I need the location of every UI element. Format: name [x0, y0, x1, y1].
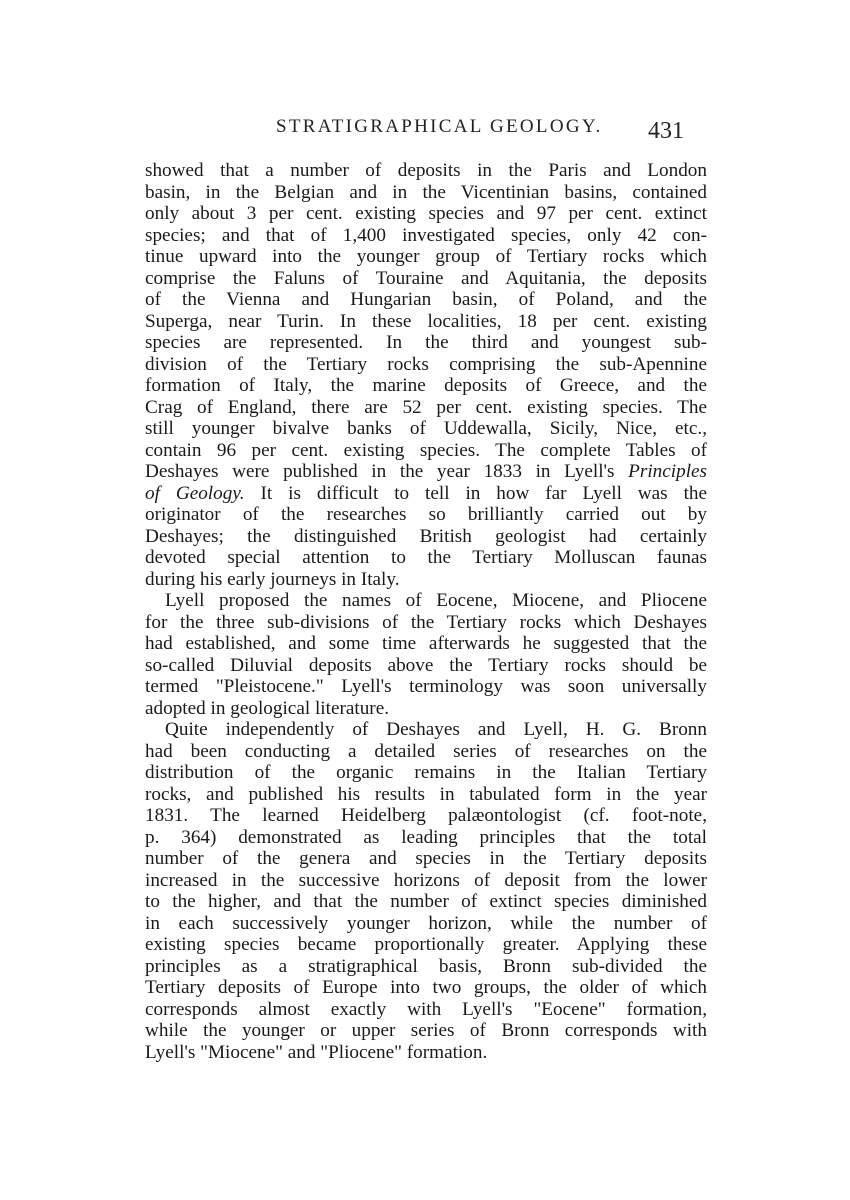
text-line: devoted special attention to the Tertiary Molluscan faunas [145, 547, 707, 568]
text-line: tinue upward into the younger group of Tertiary rocks which [145, 246, 707, 267]
text-line: p. 364) demonstrated as leading principles that the total [145, 826, 707, 848]
text-line: species; and that of 1,400 investigated species, only 42 con- [145, 224, 707, 246]
text-line: had been conducting a detailed series of researches on the [145, 740, 707, 762]
text-line [145, 461, 707, 483]
text-line: increased in the successive horizons of deposit from the lower [145, 869, 707, 891]
text-line: Lyell proposed the names of Eocene, Miocene, and Pliocene [165, 590, 707, 611]
text-line: Superga, near Turin. In these localities, 18 per cent. existing [145, 310, 707, 332]
text-line: of the Vienna and Hungarian basin, of Poland, and the [145, 289, 707, 310]
text-line: had established, and some time afterwards he suggested that the [145, 633, 707, 654]
text-line: corresponds almost exactly with Lyell's "Eocene" formation, [145, 998, 707, 1020]
text-line: termed "Pleistocene." Lyell's terminology was soon universally [145, 676, 707, 697]
text-line: principles as a stratigraphical basis, Bronn sub-divided the [145, 955, 707, 977]
text-line: species are represented. In the third and youngest sub- [145, 332, 707, 353]
text-line [145, 483, 707, 505]
text-line: number of the genera and species in the Tertiary deposits [145, 848, 707, 869]
text-line: division of the Tertiary rocks comprising the sub-Apennine [145, 353, 707, 375]
page-number: 431 [648, 118, 684, 144]
text-line: basin, in the Belgian and in the Vicentinian basins, contained [145, 181, 707, 203]
text-line: in each successively younger horizon, while the number of [145, 912, 707, 934]
text-line: showed that a number of deposits in the Paris and London [145, 160, 707, 181]
text-line: contain 96 per cent. existing species. The complete Tables of [145, 439, 707, 461]
text-line: existing species became proportionally greater. Applying these [145, 934, 707, 955]
text-line: comprise the Faluns of Touraine and Aquitania, the deposits [145, 267, 707, 289]
book-title-italic: Principles [628, 461, 707, 482]
text-line: rocks, and published his results in tabulated form in the year [145, 783, 707, 805]
text-line: formation of Italy, the marine deposits of Greece, and the [145, 375, 707, 396]
text-line: while the younger or upper series of Bronn corresponds with [145, 1020, 707, 1041]
text-line: so-called Diluvial deposits above the Tertiary rocks should be [145, 654, 707, 676]
text-line: adopted in geological literature. [145, 697, 390, 719]
body-text [145, 160, 707, 1063]
text-line: during his early journeys in Italy. [145, 568, 400, 590]
book-title-italic: of Geology. [145, 482, 245, 504]
text-line: Tertiary deposits of Europe into two groups, the older of which [145, 977, 707, 998]
text-line: only about 3 per cent. existing species and 97 per cent. extinct [145, 203, 707, 224]
text-line: Crag of England, there are 52 per cent. existing species. The [145, 396, 707, 418]
text-line: Lyell's "Miocene" and "Pliocene" formation. [145, 1041, 488, 1063]
text-line: Deshayes; the distinguished British geologist had certainly [145, 525, 707, 547]
text-line: to the higher, and that the number of extinct species diminished [145, 891, 707, 912]
text-line: Quite independently of Deshayes and Lyell, H. G. Bronn [165, 719, 707, 740]
text-span: Deshayes were published in the year 1833 in Lyell's [145, 461, 615, 482]
text-span: It is difficult to tell in how far Lyell was the [260, 482, 707, 504]
text-line: originator of the researches so brilliantly carried out by [145, 504, 707, 525]
text-line: still younger bivalve banks of Uddewalla, Sicily, Nice, etc., [145, 418, 707, 439]
text-line: distribution of the organic remains in the Italian Tertiary [145, 762, 707, 783]
text-line: for the three sub-divisions of the Tertiary rocks which Deshayes [145, 611, 707, 633]
text-line: 1831. The learned Heidelberg palæontologist (cf. foot-note, [145, 805, 707, 826]
running-head: STRATIGRAPHICAL GEOLOGY. [276, 116, 603, 137]
